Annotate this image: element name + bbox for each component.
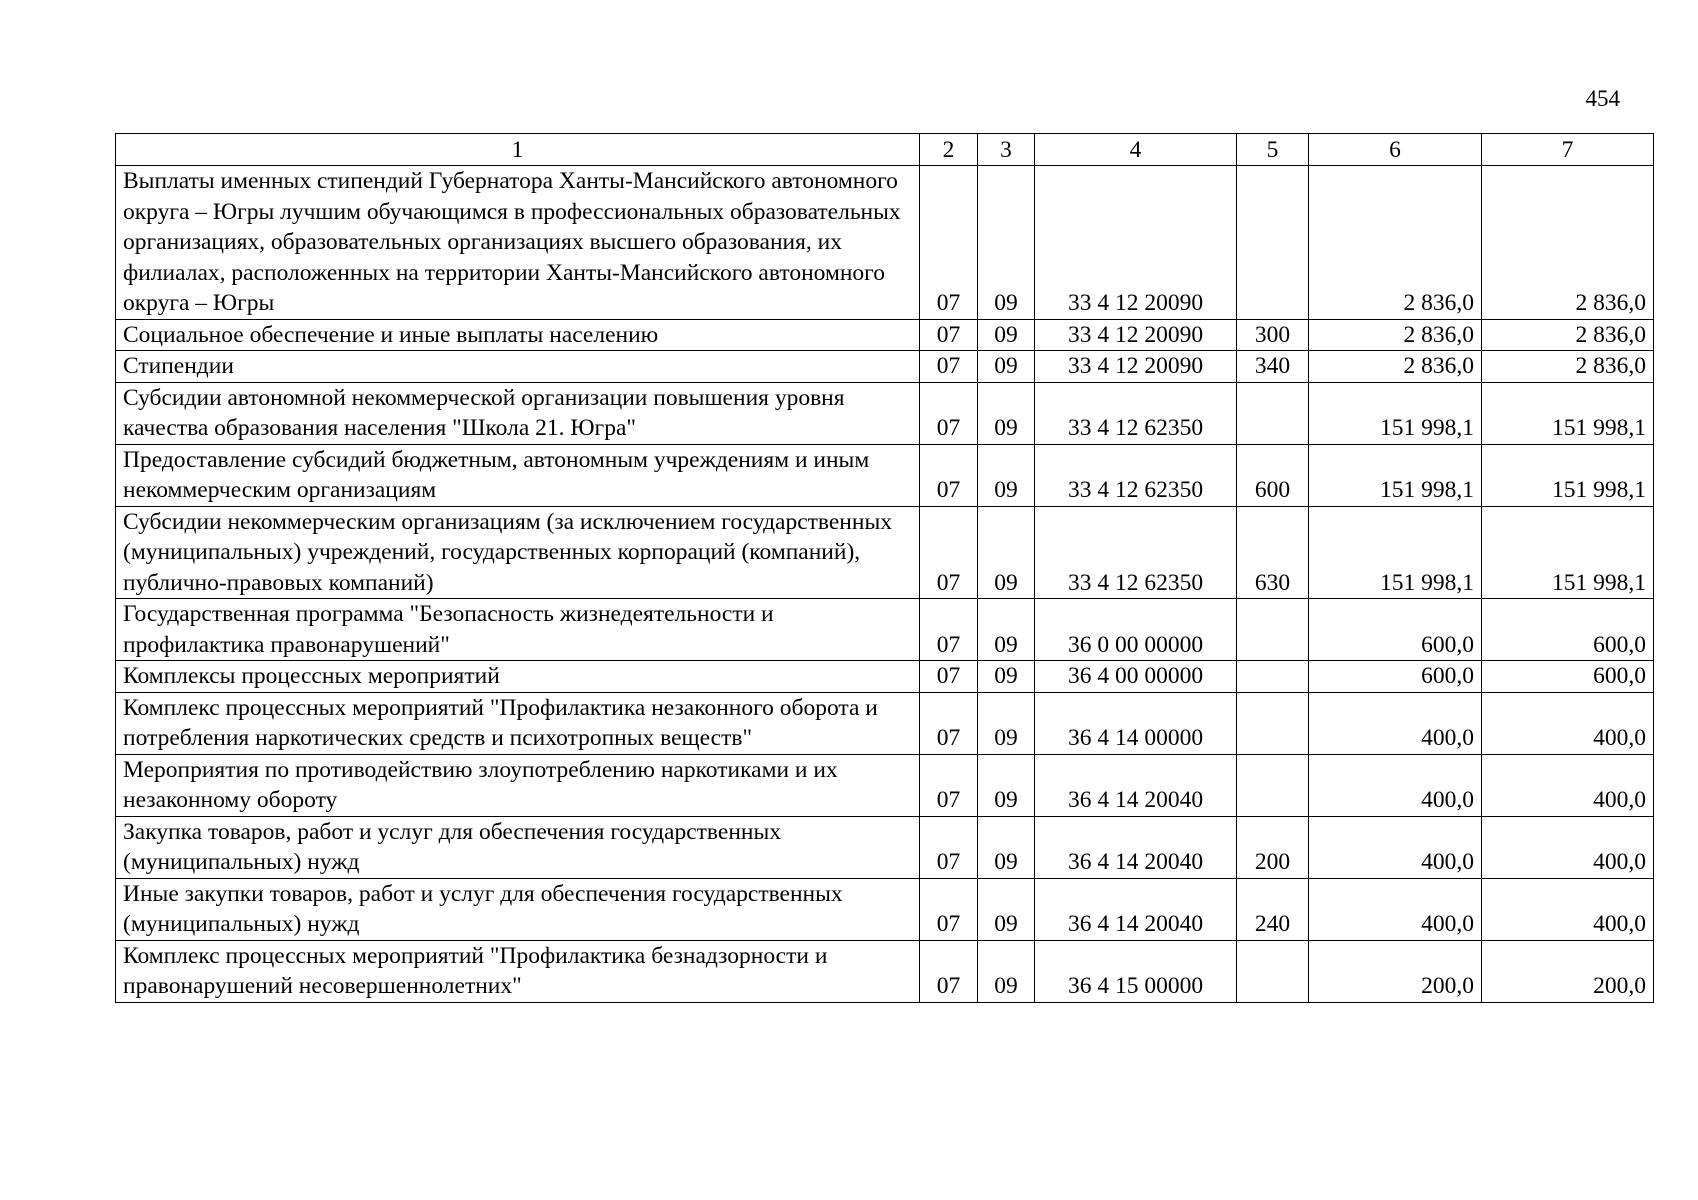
- row-name-cell: Мероприятия по противодействию злоупотреблению наркотиками и их незаконному обороту: [116, 754, 920, 816]
- row-code-cell: 33 4 12 62350: [1035, 444, 1237, 506]
- row-name-cell: Комплекс процессных мероприятий "Профилактика безнадзорности и правонарушений несовершеннолетних": [116, 940, 920, 1002]
- table-row: [116, 382, 1654, 444]
- row-type-cell: [1237, 599, 1309, 661]
- row-code-cell: 36 4 14 20040: [1035, 816, 1237, 878]
- row-type-cell: [1237, 661, 1309, 693]
- row-value2-cell: 400,0: [1482, 878, 1654, 940]
- row-name-cell: Иные закупки товаров, работ и услуг для обеспечения государственных (муниципальных) нужд: [116, 878, 920, 940]
- row-type-cell: [1237, 166, 1309, 320]
- row-code-cell: 36 4 15 00000: [1035, 940, 1237, 1002]
- table-row: [116, 319, 1654, 351]
- row-value1-cell: 400,0: [1309, 692, 1482, 754]
- header-col-3: 3: [978, 134, 1035, 166]
- row-section-cell: 07: [920, 351, 978, 383]
- row-value2-cell: 2 836,0: [1482, 319, 1654, 351]
- header-col-6: 6: [1309, 134, 1482, 166]
- table-row: [116, 816, 1654, 878]
- row-name-cell: Субсидии автономной некоммерческой организации повышения уровня качества образования населения "Школа 21. Югра": [116, 382, 920, 444]
- row-subsection-cell: 09: [978, 692, 1035, 754]
- row-section-cell: 07: [920, 940, 978, 1002]
- row-subsection-cell: 09: [978, 444, 1035, 506]
- table-row: [116, 599, 1654, 661]
- row-section-cell: 07: [920, 661, 978, 693]
- table-header: [116, 134, 1654, 166]
- row-value2-cell: 2 836,0: [1482, 166, 1654, 320]
- row-type-cell: 200: [1237, 816, 1309, 878]
- row-type-cell: 340: [1237, 351, 1309, 383]
- row-section-cell: 07: [920, 382, 978, 444]
- row-code-cell: 33 4 12 20090: [1035, 319, 1237, 351]
- row-section-cell: 07: [920, 878, 978, 940]
- table-row: [116, 692, 1654, 754]
- row-code-cell: 33 4 12 20090: [1035, 166, 1237, 320]
- table-row: [116, 506, 1654, 599]
- row-type-cell: 630: [1237, 506, 1309, 599]
- row-type-cell: 600: [1237, 444, 1309, 506]
- row-section-cell: 07: [920, 506, 978, 599]
- row-value2-cell: 200,0: [1482, 940, 1654, 1002]
- row-name-cell: Социальное обеспечение и иные выплаты населению: [116, 319, 920, 351]
- row-value1-cell: 151 998,1: [1309, 444, 1482, 506]
- row-type-cell: [1237, 382, 1309, 444]
- row-value1-cell: 151 998,1: [1309, 506, 1482, 599]
- table-body: [116, 166, 1654, 1003]
- table-row: [116, 166, 1654, 320]
- row-value2-cell: 400,0: [1482, 754, 1654, 816]
- row-value2-cell: 151 998,1: [1482, 506, 1654, 599]
- row-subsection-cell: 09: [978, 382, 1035, 444]
- row-name-cell: Субсидии некоммерческим организациям (за исключением государственных (муниципальных) учреждений, государственных корпораций (компаний), публично-правовых компаний): [116, 506, 920, 599]
- row-value2-cell: 600,0: [1482, 599, 1654, 661]
- row-value2-cell: 400,0: [1482, 816, 1654, 878]
- row-section-cell: 07: [920, 319, 978, 351]
- row-subsection-cell: 09: [978, 816, 1035, 878]
- row-value2-cell: 600,0: [1482, 661, 1654, 693]
- row-code-cell: 36 4 00 00000: [1035, 661, 1237, 693]
- row-subsection-cell: 09: [978, 754, 1035, 816]
- row-section-cell: 07: [920, 599, 978, 661]
- row-type-cell: [1237, 692, 1309, 754]
- row-name-cell: Стипендии: [116, 351, 920, 383]
- row-code-cell: 36 4 14 20040: [1035, 754, 1237, 816]
- table-row: [116, 351, 1654, 383]
- table-row: [116, 878, 1654, 940]
- row-section-cell: 07: [920, 754, 978, 816]
- row-code-cell: 36 4 14 00000: [1035, 692, 1237, 754]
- row-subsection-cell: 09: [978, 599, 1035, 661]
- row-value1-cell: 200,0: [1309, 940, 1482, 1002]
- row-name-cell: Государственная программа "Безопасность жизнедеятельности и профилактика правонарушений": [116, 599, 920, 661]
- row-subsection-cell: 09: [978, 506, 1035, 599]
- row-type-cell: 240: [1237, 878, 1309, 940]
- row-subsection-cell: 09: [978, 940, 1035, 1002]
- row-section-cell: 07: [920, 444, 978, 506]
- row-name-cell: Предоставление субсидий бюджетным, автономным учреждениям и иным некоммерческим организациям: [116, 444, 920, 506]
- row-code-cell: 33 4 12 62350: [1035, 382, 1237, 444]
- row-value1-cell: 151 998,1: [1309, 382, 1482, 444]
- row-type-cell: 300: [1237, 319, 1309, 351]
- header-col-4: 4: [1035, 134, 1237, 166]
- row-subsection-cell: 09: [978, 351, 1035, 383]
- row-value1-cell: 600,0: [1309, 599, 1482, 661]
- row-value2-cell: 400,0: [1482, 692, 1654, 754]
- row-type-cell: [1237, 940, 1309, 1002]
- row-subsection-cell: 09: [978, 319, 1035, 351]
- row-subsection-cell: 09: [978, 878, 1035, 940]
- row-code-cell: 33 4 12 20090: [1035, 351, 1237, 383]
- row-name-cell: Комплексы процессных мероприятий: [116, 661, 920, 693]
- row-value1-cell: 400,0: [1309, 754, 1482, 816]
- budget-table: [115, 133, 1654, 1003]
- header-col-2: 2: [920, 134, 978, 166]
- row-value2-cell: 151 998,1: [1482, 382, 1654, 444]
- row-name-cell: Закупка товаров, работ и услуг для обеспечения государственных (муниципальных) нужд: [116, 816, 920, 878]
- row-code-cell: 36 4 14 20040: [1035, 878, 1237, 940]
- row-value2-cell: 151 998,1: [1482, 444, 1654, 506]
- row-value1-cell: 2 836,0: [1309, 319, 1482, 351]
- table-row: [116, 661, 1654, 693]
- table-row: [116, 444, 1654, 506]
- table-row: [116, 754, 1654, 816]
- row-code-cell: 36 0 00 00000: [1035, 599, 1237, 661]
- row-name-cell: Выплаты именных стипендий Губернатора Ханты-Мансийского автономного округа – Югры лучшим обучающимся в профессиональных образовательных организациях, образовательных организациях высшего образования, их филиалах, расположенных на территории Ханты-Мансийского автономного округа – Югры: [116, 166, 920, 320]
- row-section-cell: 07: [920, 166, 978, 320]
- row-value1-cell: 2 836,0: [1309, 351, 1482, 383]
- row-name-cell: Комплекс процессных мероприятий "Профилактика незаконного оборота и потребления наркотических средств и психотропных веществ": [116, 692, 920, 754]
- header-col-7: 7: [1482, 134, 1654, 166]
- row-value1-cell: 400,0: [1309, 878, 1482, 940]
- row-value1-cell: 400,0: [1309, 816, 1482, 878]
- page-number: 454: [1585, 86, 1620, 111]
- row-code-cell: 33 4 12 62350: [1035, 506, 1237, 599]
- row-section-cell: 07: [920, 816, 978, 878]
- row-type-cell: [1237, 754, 1309, 816]
- header-row: [116, 134, 1654, 166]
- row-subsection-cell: 09: [978, 166, 1035, 320]
- row-value2-cell: 2 836,0: [1482, 351, 1654, 383]
- row-value1-cell: 2 836,0: [1309, 166, 1482, 320]
- header-col-5: 5: [1237, 134, 1309, 166]
- header-col-1: 1: [116, 134, 920, 166]
- row-subsection-cell: 09: [978, 661, 1035, 693]
- table-row: [116, 940, 1654, 1002]
- row-value1-cell: 600,0: [1309, 661, 1482, 693]
- row-section-cell: 07: [920, 692, 978, 754]
